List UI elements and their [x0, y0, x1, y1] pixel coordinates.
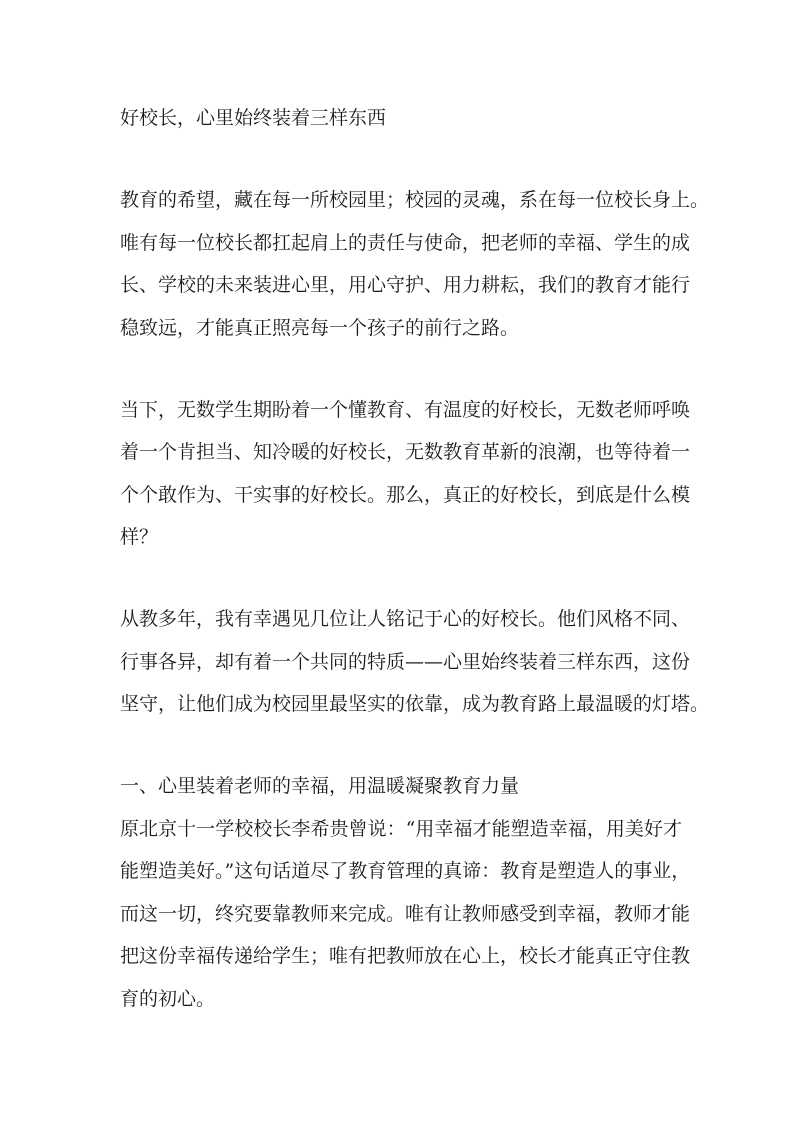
- spacer: [120, 140, 682, 180]
- section-heading: 一、心里装着老师的幸福，用温暖凝聚教育力量: [120, 775, 520, 797]
- text-line: 坚守，让他们成为校园里最坚实的依靠，成为教育路上最温暖的灯塔。: [120, 693, 710, 715]
- spacer: [120, 349, 682, 389]
- text-line: 能塑造美好。”这句话道尽了教育管理的真谛：教育是塑造人的事业，: [120, 860, 691, 882]
- text-line: 育的初心。: [120, 987, 216, 1010]
- text-line: 个个敢作为、干实事的好校长。那么，真正的好校长，到底是什么模: [120, 483, 691, 506]
- text-line: 把这份幸福传递给学生；唯有把教师放在心上，校长才能真正守住教: [120, 945, 691, 967]
- document-title: 好校长，心里始终装着三样东西: [120, 107, 387, 129]
- text-line: 行事各异，却有着一个共同的特质——心里始终装着三样东西，这份: [120, 650, 691, 673]
- spacer: [120, 559, 682, 599]
- text-line: 从教多年，我有幸遇见几位让人铭记于心的好校长。他们风格不同、: [120, 608, 691, 630]
- text-line: 唯有每一位校长都扛起肩上的责任与使命，把老师的幸福、学生的成: [120, 231, 691, 254]
- text-line: 而这一切，终究要靠教师来完成。唯有让教师感受到幸福，教师才能: [120, 902, 691, 925]
- text-line: 长、学校的未来装进心里，用心守护、用力耕耘，我们的教育才能行: [120, 274, 691, 296]
- spacer: [120, 726, 682, 766]
- document-page: [120, 97, 710, 1020]
- paragraph-intro: [120, 179, 710, 349]
- paragraph-experience: [120, 598, 710, 726]
- section-1: [120, 765, 691, 1020]
- text-line: 教育的希望，藏在每一所校园里；校园的灵魂，系在每一位校长身上。: [120, 189, 710, 211]
- text-line: 着一个肯担当、知冷暖的好校长，无数教育革新的浪潮，也等待着一: [120, 441, 691, 463]
- paragraph-question: [120, 389, 691, 559]
- text-line: 样？: [120, 526, 159, 548]
- text-line: 稳致远，才能真正照亮每一个孩子的前行之路。: [120, 316, 520, 339]
- text-line: 原北京十一学校校长李希贵曾说：“用幸福才能塑造幸福，用美好才: [120, 817, 682, 840]
- text-line: 当下，无数学生期盼着一个懂教育、有温度的好校长，无数老师呼唤: [120, 398, 691, 421]
